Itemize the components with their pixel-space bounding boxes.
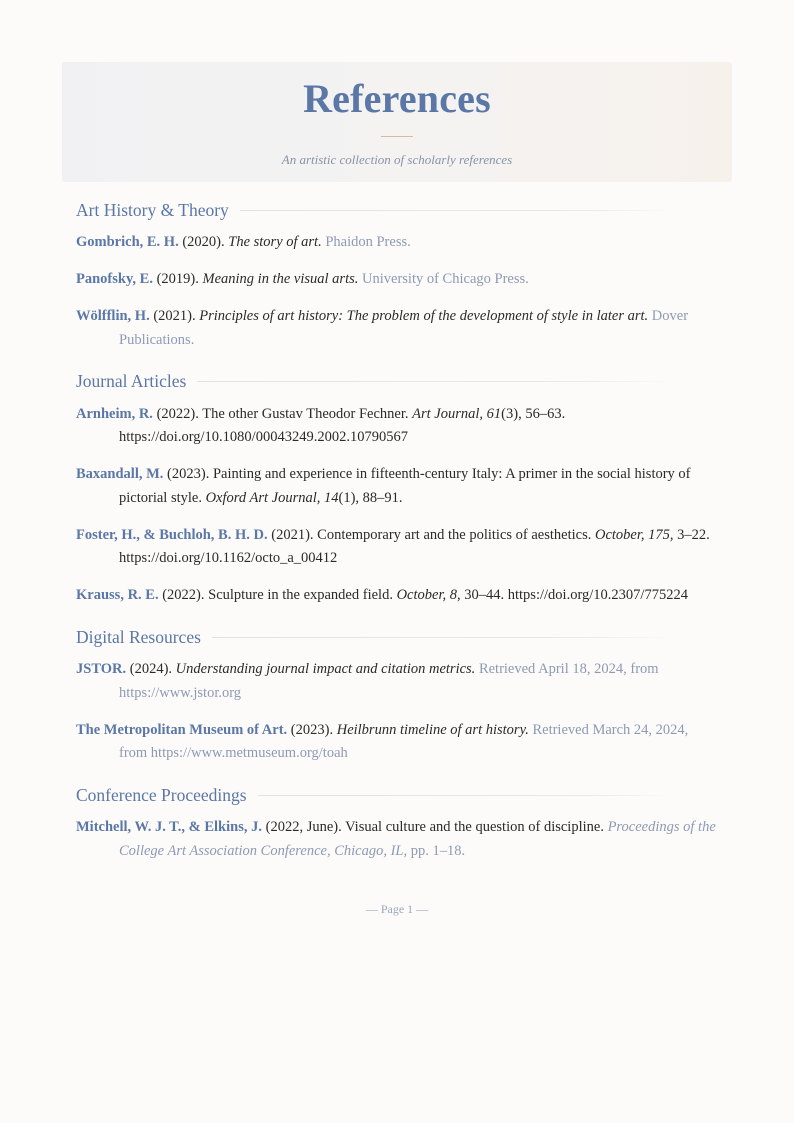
reference-issue: , 3–22. https://doi.org/10.1162/octo_a_00412 [119,526,710,566]
references-content [76,197,718,877]
reference-entry [76,658,718,705]
reference-title: The story of art. [228,234,322,250]
page-title: References [303,76,491,121]
reference-author: Baxandall, M. [76,466,164,482]
reference-author: Arnheim, R. [76,405,153,422]
section-divider [197,381,672,382]
reference-issue: (1), 88–91. [338,489,403,506]
page-number: — Page 1 — [365,902,429,916]
reference-author: The Metropolitan Museum of Art. [76,721,288,738]
reference-details: (2022). Sculpture in the expanded field. [158,587,397,603]
reference-year: (2020). [178,234,229,250]
reference-author: Mitchell, W. J. T., & Elkins, J. [76,819,262,835]
reference-publisher: University of Chicago Press. [358,271,529,287]
section-divider [240,210,672,211]
reference-pages: pp. 1–18. [407,842,466,859]
reference-title: Understanding journal impact and citation metrics. [175,661,476,677]
reference-entry [76,305,718,352]
section-heading-digital-resources [76,624,718,650]
reference-entry [76,463,718,510]
section-title: Journal Articles [76,371,187,391]
reference-issue: , 30–44. https://doi.org/10.2307/775224 [457,587,688,603]
reference-entry [76,719,718,766]
section-heading-art-history [76,197,718,223]
reference-author: Krauss, R. E. [76,587,159,603]
reference-issue: (3), 56–63. https://doi.org/10.1080/00043249.2002.10790567 [119,405,566,445]
reference-entry [76,403,718,450]
reference-details: (2022). The other Gustav Theodor Fechner. [152,405,413,422]
reference-title: Heilbrunn timeline of art history. [336,721,529,738]
reference-journal: October, 175 [594,526,670,543]
reference-details: (2022, June). Visual culture and the question of discipline. [261,819,608,835]
reference-publisher: Dover Publications. [119,308,689,348]
reference-journal: October, 8 [396,587,457,603]
reference-author: JSTOR. [76,661,127,677]
section-title: Conference Proceedings [76,784,247,805]
reference-title: Principles of art history: The problem of the development of style in later art. [199,308,649,324]
reference-entry [76,268,718,292]
reference-year: (2019). [152,271,203,287]
title-divider [381,136,413,137]
reference-entry [76,816,718,863]
reference-entry [76,524,718,571]
page-subtitle: An artistic collection of scholarly references [281,152,513,167]
section-title: Digital Resources [76,626,201,647]
reference-year: (2023). [287,721,337,738]
reference-journal: Art Journal, 61 [412,405,502,422]
reference-year: (2021). [149,308,200,324]
section-divider [212,637,672,638]
references-header [62,62,732,182]
reference-year: (2024). [126,661,176,677]
reference-entry [76,231,718,255]
reference-details: (2023). Painting and experience in fifteenth-century Italy: A primer in the social history of pictorial style. [119,466,691,506]
reference-retrieved: Retrieved March 24, 2024, from https://www.metmuseum.org/toah [119,721,689,761]
reference-author: Gombrich, E. H. [76,234,179,250]
section-heading-conference-proceedings [76,782,718,808]
section-title: Art History & Theory [76,199,229,220]
reference-title: Meaning in the visual arts. [202,271,359,287]
reference-publisher: Phaidon Press. [321,234,411,250]
reference-entry [76,584,718,608]
reference-journal: Oxford Art Journal, 14 [205,489,339,506]
reference-author: Wölfflin, H. [76,308,150,324]
reference-author: Panofsky, E. [76,271,153,287]
section-heading-journal-articles [76,369,718,395]
reference-details: (2021). Contemporary art and the politics of aesthetics. [267,526,595,543]
reference-author: Foster, H., & Buchloh, B. H. D. [76,526,268,543]
reference-proceedings: Proceedings of the College Art Association Conference, Chicago, IL, [119,819,716,859]
reference-retrieved: Retrieved April 18, 2024, from https://www.jstor.org [119,661,659,701]
section-divider [258,795,672,796]
